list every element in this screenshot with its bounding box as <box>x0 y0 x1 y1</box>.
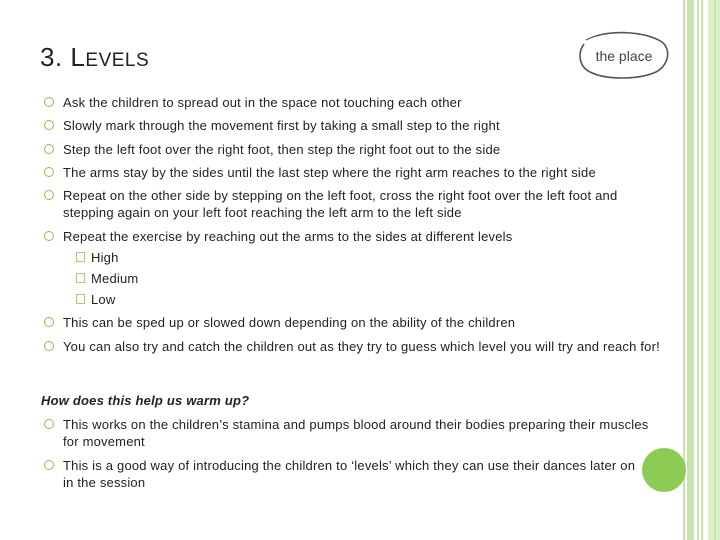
checkbox-icon <box>76 273 85 283</box>
list-item: Repeat on the other side by stepping on the left foot, cross the right foot over the left foot and stepping again on your left foot reaching the left arm to the left side <box>63 188 618 220</box>
bullet-icon <box>44 419 54 429</box>
list-item: Repeat the exercise by reaching out the arms to the sides at different levels <box>63 229 513 244</box>
list-item: Ask the children to spread out in the space not touching each other <box>63 95 462 110</box>
list-item: This can be sped up or slowed down depending on the ability of the children <box>63 315 516 330</box>
title-number: 3. <box>40 42 63 72</box>
list-item: You can also try and catch the children out as they try to guess which level you will try and reach for! <box>63 339 660 354</box>
bullet-icon <box>44 144 54 154</box>
bullet-icon <box>44 167 54 177</box>
checkbox-icon <box>76 252 85 262</box>
decorative-stripe <box>714 0 716 540</box>
level-item: Low <box>91 292 116 307</box>
list-item: The arms stay by the sides until the last step where the right arm reaches to the right side <box>63 165 596 180</box>
logo-text: the place <box>595 48 653 64</box>
decorative-stripe <box>697 0 699 540</box>
decorative-stripe <box>687 0 694 540</box>
bullet-icon <box>44 97 54 107</box>
bullet-icon <box>44 231 54 241</box>
bullet-icon <box>44 120 54 130</box>
bullet-icon <box>44 190 54 200</box>
level-item: Medium <box>91 271 139 286</box>
bullet-icon <box>44 341 54 351</box>
slide-title <box>40 42 149 73</box>
list-item: This works on the children’s stamina and pumps blood around their bodies preparing their muscles for movement <box>63 417 649 449</box>
list-item: This is a good way of introducing the children to ‘levels’ which they can use their dances later on in the session <box>63 458 636 490</box>
bullet-icon <box>44 317 54 327</box>
list-item: Step the left foot over the right foot, then step the right foot out to the side <box>63 142 501 157</box>
the-place-logo <box>576 30 672 80</box>
bullet-icon <box>44 460 54 470</box>
warmup-heading: How does this help us warm up? <box>41 393 250 408</box>
title-rest: EVELS <box>85 50 150 71</box>
decorative-stripe <box>701 0 703 540</box>
checkbox-icon <box>76 294 85 304</box>
title-first-letter: L <box>70 42 86 72</box>
level-item: High <box>91 250 119 265</box>
decorative-circle <box>642 448 686 492</box>
list-item: Slowly mark through the movement first by taking a small step to the right <box>63 118 500 133</box>
